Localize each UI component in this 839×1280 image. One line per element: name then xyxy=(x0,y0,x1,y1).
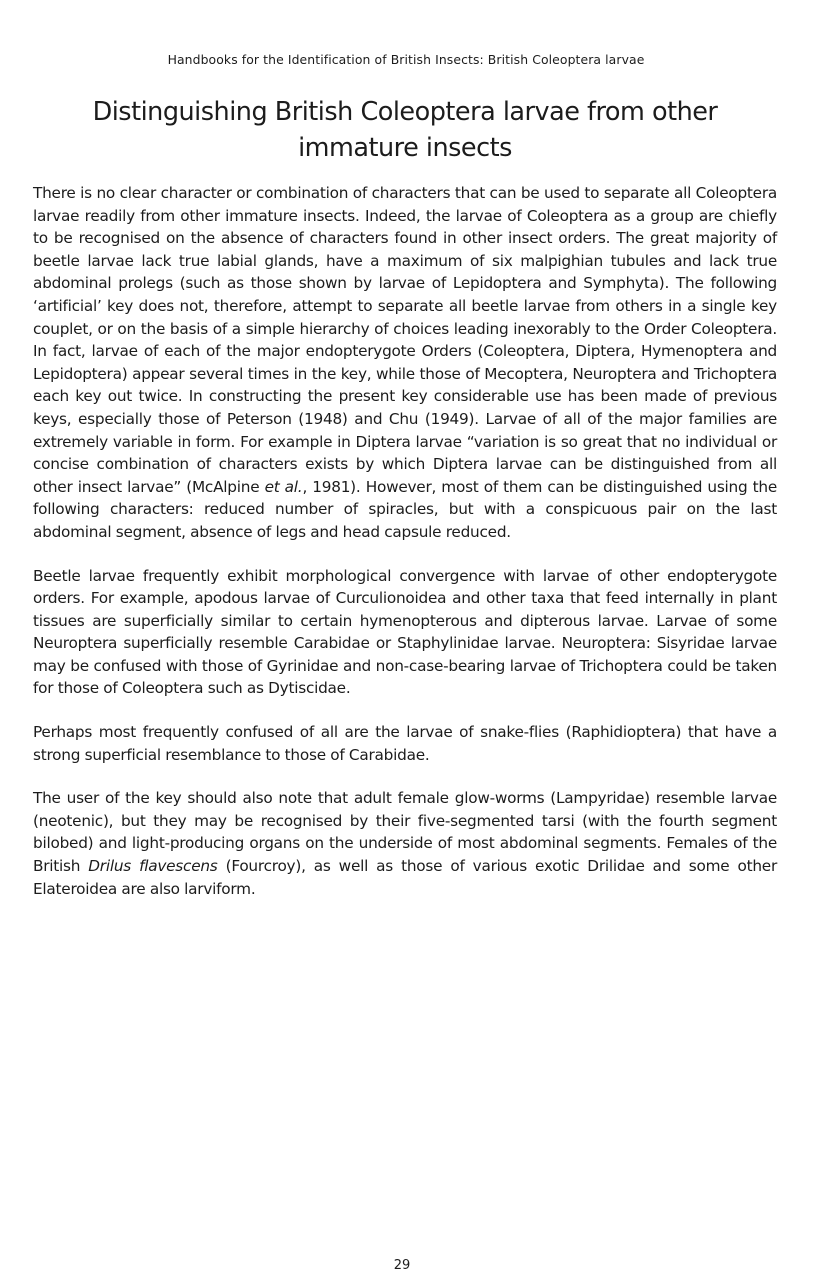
paragraph-glow-worms-text-b: (Fourcroy), as well as those of various exotic Drilidae and some other Elateroidea are also larviform. xyxy=(33,857,778,898)
paragraph-glow-worms-italic: Drilus flavescens xyxy=(88,857,218,876)
running-header: Handbooks for the Identification of British Insects: British Coleoptera larvae xyxy=(167,52,645,67)
page-title: Distinguishing British Coleoptera larvae from other immature insects xyxy=(92,97,718,163)
page-number: 29 xyxy=(393,1258,411,1273)
paragraph-snake-flies: Perhaps most frequently confused of all are the larvae of snake-flies (Raphidioptera) that have a strong superficial resemblance to those of Carabidae. xyxy=(33,723,777,764)
paragraph-intro-italic: et al. xyxy=(264,477,303,496)
paragraph-glow-worms xyxy=(33,787,777,900)
paragraph-intro-text-b: , 1981). However, most of them can be distinguished using the following characters: reduced number of spiracles, but with a conspicuous pair on the last abdominal segment, absence of legs and head capsule reduced. xyxy=(33,477,778,541)
body-text xyxy=(33,182,777,921)
paragraph-glow-worms-text-a: The user of the key should also note that adult female glow-worms (Lampyridae) resemble larvae (neotenic), but they may be recognised by their five-segmented tarsi (with the fourth segment bilobed) and light-producing organs on the underside of most abdominal segments. Females of the British xyxy=(33,789,777,876)
paragraph-intro-text-a: There is no clear character or combination of characters that can be used to separate all Coleoptera larvae readily from other immature insects. Indeed, the larvae of Coleoptera as a group are chiefly to be recognised on the absence of characters found in other insect orders. The great majority of beetle larvae lack true labial glands, have a maximum of six malpighian tubules and lack true abdominal prolegs (such as those shown by larvae of Lepidoptera and Symphyta). The following ‘artificial’ key does not, therefore, attempt to separate all beetle larvae from others in a single key couplet, or on the basis of a simple hierarchy of choices leading inexorably to the Order Coleoptera. In fact, larvae of each of the major endopterygote Orders (Coleoptera, Diptera, Hymenoptera and Lepidoptera) appear several times in the key, while those of Mecoptera, Neuroptera and Trichoptera each key out twice. In constructing the present key considerable use has been made of previous keys, especially those of Peterson (1948) and Chu (1949). Larvae of all of the major families are extremely variable in form. For example in Diptera larvae “variation is so great that no individual or concise combination of characters exists by which Diptera larvae can be distinguished from all other insect larvae” (McAlpine xyxy=(33,184,777,496)
paragraph-convergence: Beetle larvae frequently exhibit morphological convergence with larvae of other endopterygote orders. For example, apodous larvae of Curculionoidea and other taxa that feed internally in plant tissues are superficially similar to certain hymenopterous and dipterous larvae. Larvae of some Neuroptera superficially resemble Carabidae or Staphylinidae larvae. Neuroptera: Sisyridae larvae may be confused with those of Gyrinidae and non-case-bearing larvae of Trichoptera could be taken for those of Coleoptera such as Dytiscidae. xyxy=(33,566,777,698)
paragraph-intro xyxy=(33,182,777,544)
